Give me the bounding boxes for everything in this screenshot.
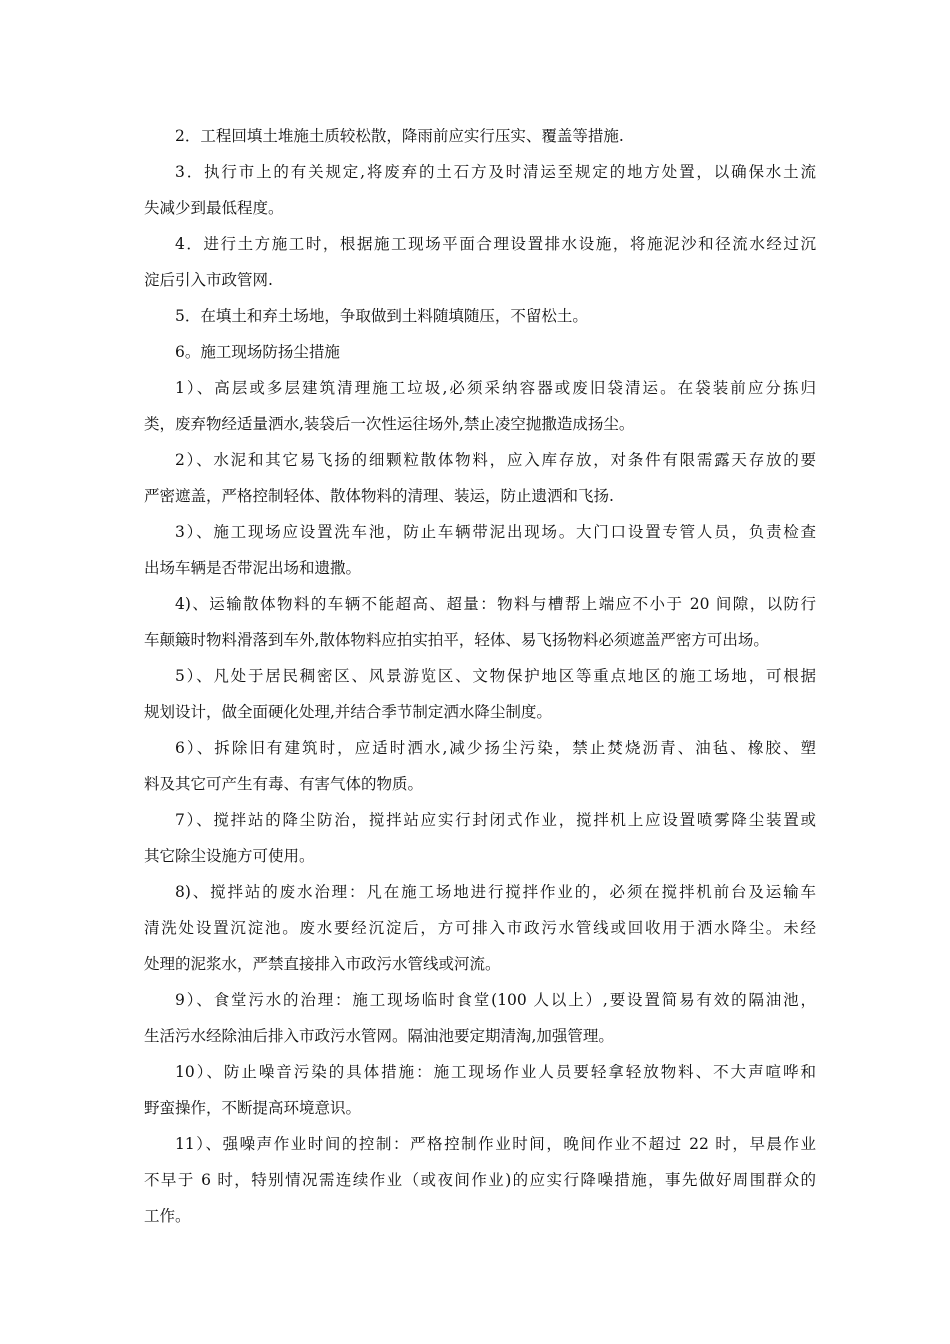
- paragraph: [144, 982, 816, 1054]
- paragraph-first-line: 1）、高层或多层建筑清理施工垃圾,必须采纳容器或废旧袋清运。在袋装前应分拣归: [175, 379, 816, 397]
- paragraph-first-line: 2）、水泥和其它易飞扬的细颗粒散体物料，应入库存放，对条件有限需露天存放的要: [175, 451, 816, 469]
- paragraph-line: 料及其它可产生有毒、有害气体的物质。: [144, 775, 424, 793]
- paragraph: [144, 1054, 816, 1126]
- paragraph-first-line: 4)、运输散体物料的车辆不能超高、超量：物料与槽帮上端应不小于 20 间隙，以防行: [175, 595, 816, 613]
- paragraph: [144, 154, 816, 226]
- paragraph-line: 严密遮盖，严格控制轻体、散体物料的清理、装运，防止遗洒和飞扬.: [144, 487, 614, 505]
- paragraph-line: 规划设计，做全面硬化处理,并结合季节制定洒水降尘制度。: [144, 703, 552, 721]
- paragraph-line: 车颠簸时物料滑落到车外,散体物料应拍实拍平，轻体、易飞扬物料必须遮盖严密方可出场。: [144, 631, 769, 649]
- paragraph-line: 清洗处设置沉淀池。废水要经沉淀后，方可排入市政污水管线或回收用于洒水降尘。未经: [144, 919, 816, 937]
- paragraph-first-line: 10）、防止噪音污染的具体措施：施工现场作业人员要轻拿轻放物料、不大声喧哗和: [175, 1063, 816, 1081]
- paragraph: [144, 298, 816, 334]
- paragraph: [144, 226, 816, 298]
- paragraph-first-line: 2．工程回填土堆施土质较松散，降雨前应实行压实、覆盖等措施.: [175, 127, 624, 145]
- paragraph-line: 其它除尘设施方可使用。: [144, 847, 315, 865]
- paragraph: [144, 1126, 816, 1234]
- paragraph-first-line: 9）、食堂污水的治理：施工现场临时食堂(100 人以上）,要设置简易有效的隔油池，: [175, 991, 816, 1009]
- paragraph-line: 工作。: [144, 1207, 191, 1225]
- paragraph: [144, 442, 816, 514]
- paragraph-first-line: 7）、搅拌站的降尘防治，搅拌站应实行封闭式作业，搅拌机上应设置喷雾降尘装置或: [175, 811, 816, 829]
- paragraph: [144, 118, 816, 154]
- document-body: [144, 118, 816, 1234]
- paragraph-first-line: 5．在填土和弃土场地，争取做到土料随填随压，不留松土。: [175, 307, 588, 325]
- paragraph-line: 处理的泥浆水，严禁直接排入市政污水管线或河流。: [144, 955, 501, 973]
- paragraph: [144, 874, 816, 982]
- paragraph-first-line: 6）、拆除旧有建筑时，应适时洒水,减少扬尘污染，禁止焚烧沥青、油毡、橡胶、塑: [175, 739, 816, 757]
- paragraph: [144, 658, 816, 730]
- paragraph-line: 类，废弃物经适量洒水,装袋后一次性运往场外,禁止凌空抛撒造成扬尘。: [144, 415, 635, 433]
- paragraph-line: 野蛮操作，不断提高环境意识。: [144, 1099, 362, 1117]
- paragraph: [144, 730, 816, 802]
- paragraph-first-line: 3．执行市上的有关规定,将废弃的土石方及时清运至规定的地方处置，以确保水土流: [175, 163, 816, 181]
- paragraph-first-line: 4．进行土方施工时，根据施工现场平面合理设置排水设施，将施泥沙和径流水经过沉: [175, 235, 816, 253]
- paragraph: [144, 586, 816, 658]
- paragraph: [144, 802, 816, 874]
- paragraph-first-line: 8)、搅拌站的废水治理：凡在施工场地进行搅拌作业的，必须在搅拌机前台及运输车: [175, 883, 816, 901]
- paragraph-first-line: 3）、施工现场应设置洗车池，防止车辆带泥出现场。大门口设置专管人员，负责检查: [175, 523, 816, 541]
- paragraph: [144, 370, 816, 442]
- paragraph: [144, 334, 816, 370]
- paragraph-line: 不早于 6 时，特别情况需连续作业（或夜间作业)的应实行降噪措施，事先做好周围群众的: [144, 1171, 816, 1189]
- paragraph-first-line: 6。施工现场防扬尘措施: [175, 343, 340, 361]
- paragraph-line: 出场车辆是否带泥出场和遗撒。: [144, 559, 362, 577]
- paragraph-line: 生活污水经除油后排入市政污水管网。隔油池要定期清淘,加强管理。: [144, 1027, 614, 1045]
- paragraph-first-line: 11）、强噪声作业时间的控制：严格控制作业时间，晚间作业不超过 22 时，早晨作业: [175, 1135, 816, 1153]
- paragraph-line: 淀后引入市政管网.: [144, 271, 273, 289]
- paragraph-first-line: 5）、凡处于居民稠密区、风景游览区、文物保护地区等重点地区的施工场地，可根据: [175, 667, 816, 685]
- paragraph-line: 失减少到最低程度。: [144, 199, 284, 217]
- paragraph: [144, 514, 816, 586]
